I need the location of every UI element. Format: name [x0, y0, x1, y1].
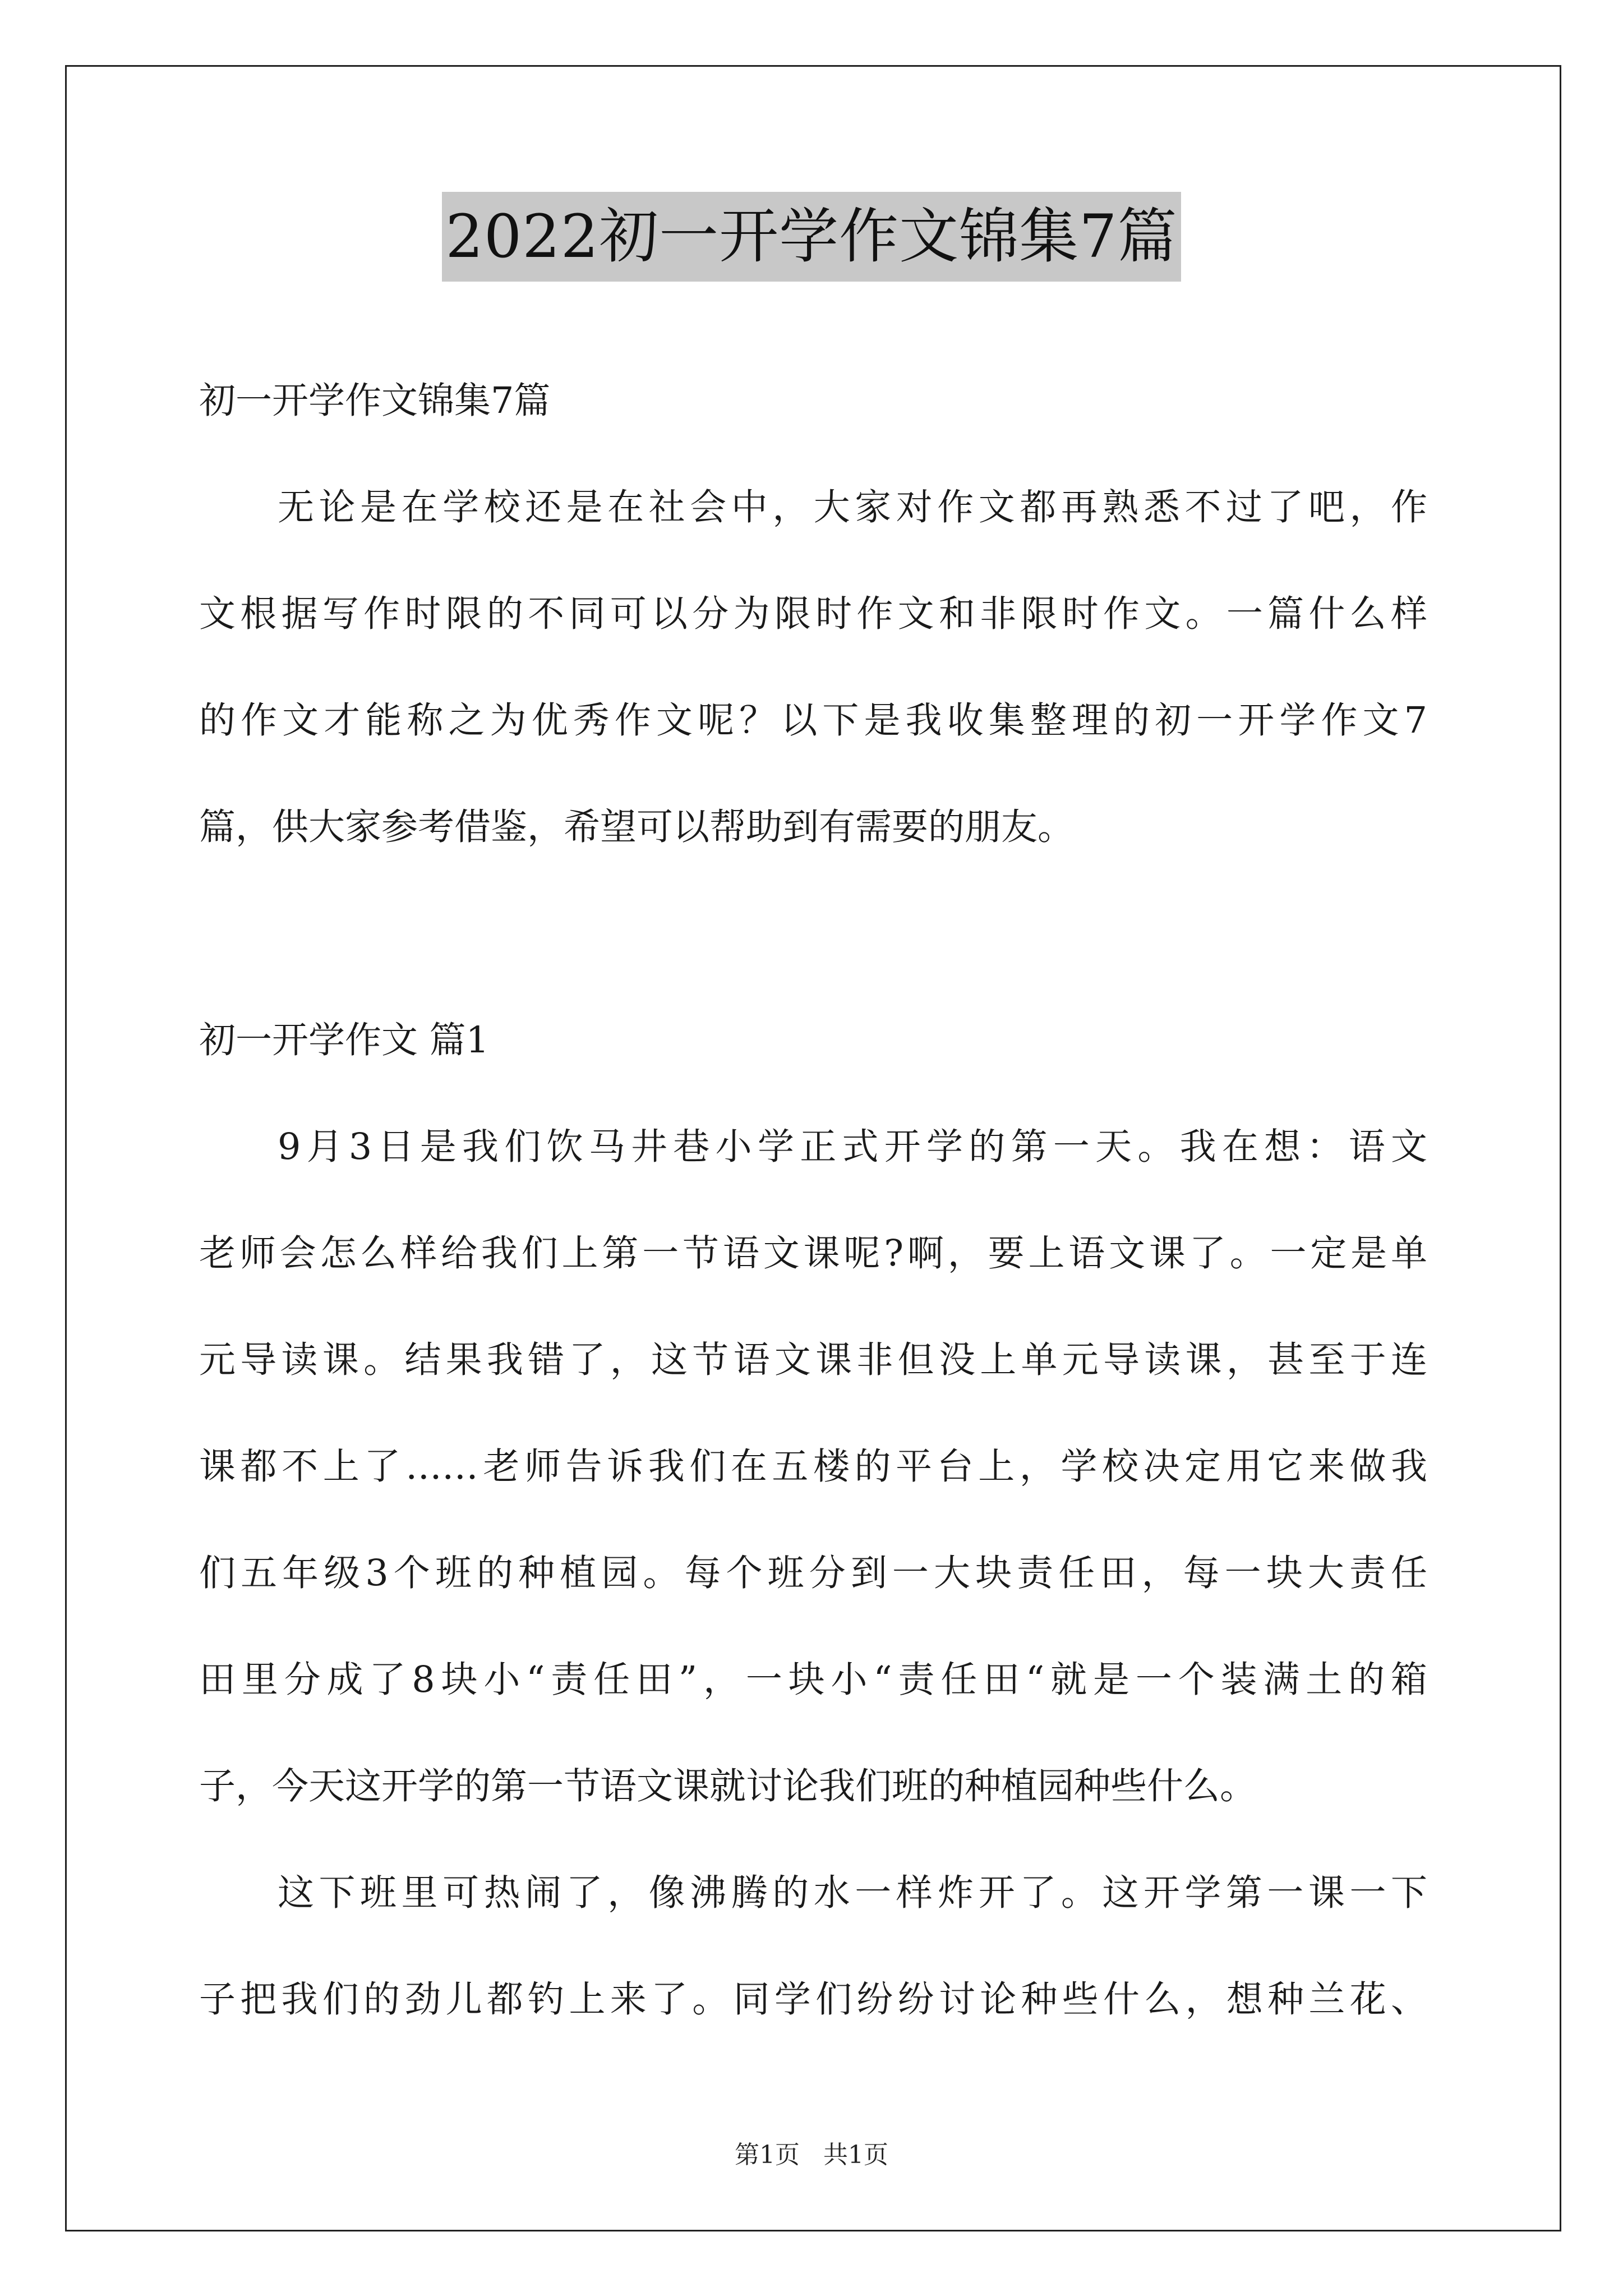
- section-heading: 初一开学作文 篇1: [199, 1019, 490, 1061]
- page-footer: 第1页 共1页: [735, 2141, 888, 2169]
- paragraph-line: 子，今天这开学的第一节语文课就讨论我们班的种植园种些什么。: [199, 1765, 1257, 1807]
- intro-line: 无论是在学校还是在社会中，大家对作文都再熟悉不过了吧，作: [278, 486, 1427, 528]
- document-title: 2022初一开学作文锦集7篇: [442, 192, 1181, 282]
- paragraph-line: 课都不上了……老师告诉我们在五楼的平台上，学校决定用它来做我: [199, 1446, 1427, 1488]
- document-body: [199, 348, 1427, 2053]
- intro-line: 文根据写作时限的不同可以分为限时作文和非限时作文。一篇什么样: [199, 593, 1427, 635]
- paragraph-line: 元导读课。结果我错了，这节语文课非但没上单元导读课，甚至于连: [199, 1339, 1427, 1381]
- paragraph-line: 9月3日是我们饮马井巷小学正式开学的第一天。我在想：语文: [278, 1126, 1427, 1168]
- paragraph-line: 老师会怎么样给我们上第一节语文课呢?啊，要上语文课了。一定是单: [199, 1232, 1427, 1274]
- blank-line: [199, 881, 1427, 987]
- paragraph-line: 们五年级3个班的种植园。每个班分到一大块责任田，每一块大责任: [199, 1552, 1427, 1594]
- subtitle: 初一开学作文锦集7篇: [199, 380, 551, 422]
- paragraph-line: 子把我们的劲儿都钓上来了。同学们纷纷讨论种些什么，想种兰花、: [199, 1978, 1427, 2021]
- intro-line: 篇，供大家参考借鉴，希望可以帮助到有需要的朋友。: [199, 806, 1075, 848]
- paragraph-line: 这下班里可热闹了，像沸腾的水一样炸开了。这开学第一课一下: [278, 1872, 1427, 1914]
- title-container: [0, 192, 1623, 282]
- paragraph-line: 田里分成了8块小“责任田”，一块小“责任田“就是一个装满土的箱: [199, 1659, 1427, 1701]
- intro-line: 的作文才能称之为优秀作文呢？以下是我收集整理的初一开学作文7: [199, 700, 1427, 742]
